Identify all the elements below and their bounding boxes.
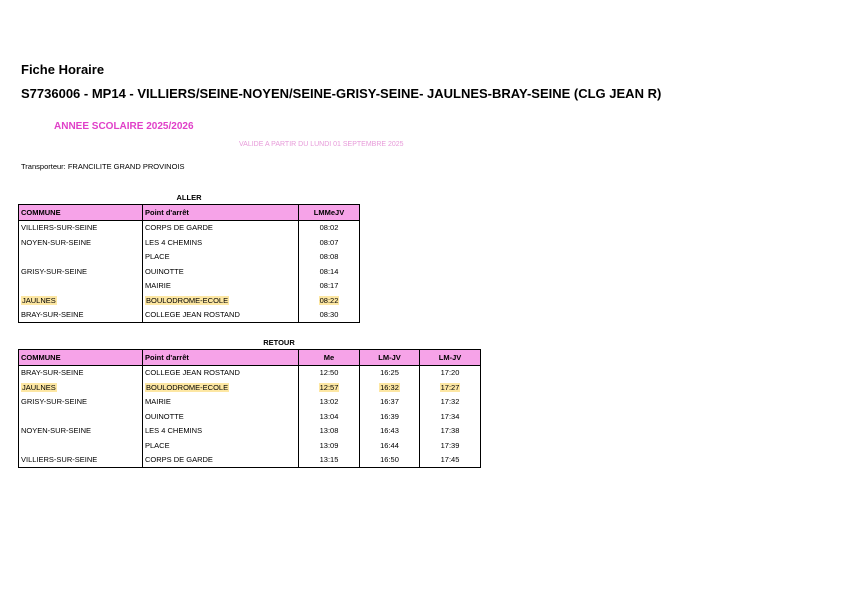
col-time-me: Me xyxy=(299,350,360,366)
table-row xyxy=(19,453,481,468)
time-cell xyxy=(360,438,420,453)
stop-cell xyxy=(143,250,299,265)
commune-cell-text: BRAY-SUR-SEINE xyxy=(21,310,84,320)
table-row xyxy=(19,279,360,294)
stop-cell xyxy=(143,365,299,380)
time-cell xyxy=(299,235,360,250)
commune-cell-text: VILLIERS-SUR-SEINE xyxy=(21,455,98,465)
commune-cell-text: GRISY-SUR-SEINE xyxy=(21,397,87,407)
time-cell xyxy=(360,453,420,468)
commune-cell-text: NOYEN-SUR-SEINE xyxy=(21,426,92,436)
stop-cell xyxy=(143,453,299,468)
stop-cell xyxy=(143,279,299,294)
commune-cell xyxy=(19,293,143,308)
col-time-lmjv-2: LM-JV xyxy=(420,350,481,366)
stop-cell-text: MAIRIE xyxy=(145,397,171,407)
time-cell xyxy=(360,424,420,439)
time-cell-text: 17:27 xyxy=(440,382,460,392)
time-cell xyxy=(299,250,360,265)
time-cell xyxy=(420,395,481,410)
time-cell-text: 13:04 xyxy=(319,411,339,421)
commune-cell xyxy=(19,409,143,424)
commune-cell-text: JAULNES xyxy=(22,295,56,305)
time-cell-text: 17:45 xyxy=(440,455,460,465)
retour-header-row xyxy=(19,350,481,366)
commune-cell xyxy=(19,235,143,250)
commune-cell xyxy=(19,279,143,294)
commune-cell xyxy=(19,365,143,380)
stop-cell-text: MAIRIE xyxy=(145,281,171,291)
retour-table-body xyxy=(19,350,481,468)
time-cell xyxy=(299,220,360,235)
time-cell xyxy=(360,365,420,380)
time-cell xyxy=(299,380,360,395)
time-cell xyxy=(420,438,481,453)
table-row xyxy=(19,409,481,424)
time-cell xyxy=(299,409,360,424)
time-cell xyxy=(420,453,481,468)
table-row xyxy=(19,395,481,410)
col-time-lmjv: LM-JV xyxy=(360,350,420,366)
time-cell-text: 08:07 xyxy=(319,237,339,247)
time-cell-text: 17:39 xyxy=(440,440,460,450)
time-cell-text: 08:02 xyxy=(319,223,339,233)
table-row xyxy=(19,220,360,235)
time-cell-text: 08:08 xyxy=(319,252,339,262)
stop-cell xyxy=(143,380,299,395)
time-cell xyxy=(420,380,481,395)
stop-cell-text: OUINOTTE xyxy=(145,266,184,276)
commune-cell xyxy=(19,264,143,279)
commune-cell-text: VILLIERS-SUR-SEINE xyxy=(21,223,98,233)
stop-cell-text: PLACE xyxy=(145,252,170,262)
retour-table xyxy=(18,349,481,468)
stop-cell-text: BOULODROME-ECOLE xyxy=(146,382,229,392)
validity-date: VALIDE A PARTIR DU LUNDI 01 SEPTEMBRE 2025 xyxy=(239,141,404,148)
time-cell xyxy=(299,424,360,439)
col-commune: COMMUNE xyxy=(19,350,143,366)
table-row xyxy=(19,293,360,308)
commune-cell xyxy=(19,438,143,453)
col-stop: Point d'arrêt xyxy=(143,205,299,221)
stop-cell xyxy=(143,424,299,439)
line-title: S7736006 - MP14 - VILLIERS/SEINE-NOYEN/SEINE-GRISY-SEINE- JAULNES-BRAY-SEINE (CLG JEAN R) xyxy=(21,86,662,101)
commune-cell-text: JAULNES xyxy=(22,382,56,392)
stop-cell-text: PLACE xyxy=(145,440,170,450)
time-cell-text: 13:02 xyxy=(319,397,339,407)
stop-cell-text: OUINOTTE xyxy=(145,411,184,421)
stop-cell xyxy=(143,438,299,453)
col-commune: COMMUNE xyxy=(19,205,143,221)
time-cell xyxy=(299,308,360,323)
time-cell-text: 08:22 xyxy=(319,295,339,305)
stop-cell xyxy=(143,293,299,308)
commune-cell xyxy=(19,250,143,265)
time-cell-text: 17:32 xyxy=(440,397,460,407)
commune-cell xyxy=(19,380,143,395)
time-cell-text: 16:25 xyxy=(380,368,399,378)
table-row xyxy=(19,264,360,279)
table-row xyxy=(19,438,481,453)
col-stop: Point d'arrêt xyxy=(143,350,299,366)
time-cell xyxy=(420,424,481,439)
stop-cell xyxy=(143,395,299,410)
time-cell-text: 13:09 xyxy=(319,440,339,450)
stop-cell xyxy=(143,235,299,250)
commune-cell-text: NOYEN-SUR-SEINE xyxy=(21,237,92,247)
stop-cell xyxy=(143,308,299,323)
stop-cell-text: BOULODROME-ECOLE xyxy=(146,295,229,305)
stop-cell-text: LES 4 CHEMINS xyxy=(145,426,203,436)
table-row xyxy=(19,308,360,323)
aller-title: ALLER xyxy=(176,193,202,202)
time-cell-text: 12:57 xyxy=(319,382,339,392)
time-cell-text: 16:32 xyxy=(380,382,399,392)
time-cell-text: 16:39 xyxy=(380,411,399,421)
school-year: ANNEE SCOLAIRE 2025/2026 xyxy=(54,121,194,132)
time-cell-text: 08:30 xyxy=(319,310,339,320)
time-cell xyxy=(299,453,360,468)
time-cell xyxy=(299,365,360,380)
table-row xyxy=(19,424,481,439)
time-cell-text: 08:14 xyxy=(319,266,339,276)
table-row xyxy=(19,235,360,250)
time-cell-text: 16:44 xyxy=(380,440,399,450)
time-cell-text: 08:17 xyxy=(319,281,339,291)
table-row xyxy=(19,250,360,265)
stop-cell-text: COLLEGE JEAN ROSTAND xyxy=(145,368,240,378)
table-row xyxy=(19,380,481,395)
time-cell-text: 17:20 xyxy=(440,368,460,378)
time-cell-text: 12:50 xyxy=(319,368,339,378)
time-cell-text: 17:34 xyxy=(440,411,460,421)
time-cell-text: 16:37 xyxy=(380,397,399,407)
stop-cell xyxy=(143,264,299,279)
time-cell xyxy=(299,293,360,308)
commune-cell xyxy=(19,308,143,323)
stop-cell xyxy=(143,409,299,424)
stop-cell-text: COLLEGE JEAN ROSTAND xyxy=(145,310,240,320)
commune-cell xyxy=(19,424,143,439)
time-cell-text: 13:08 xyxy=(319,426,339,436)
commune-cell xyxy=(19,395,143,410)
carrier-label: Transporteur: FRANCILITE GRAND PROVINOIS xyxy=(21,162,185,171)
stop-cell-text: LES 4 CHEMINS xyxy=(145,237,203,247)
commune-cell xyxy=(19,220,143,235)
document-title: Fiche Horaire xyxy=(21,62,105,77)
aller-header-row xyxy=(19,205,360,221)
time-cell xyxy=(360,380,420,395)
time-cell xyxy=(360,395,420,410)
time-cell xyxy=(299,264,360,279)
time-cell-text: 16:43 xyxy=(380,426,399,436)
time-cell xyxy=(420,365,481,380)
retour-title: RETOUR xyxy=(263,338,295,347)
col-time-lmmejv: LMMeJV xyxy=(299,205,360,221)
stop-cell xyxy=(143,220,299,235)
commune-cell-text: BRAY-SUR-SEINE xyxy=(21,368,84,378)
table-row xyxy=(19,365,481,380)
time-cell xyxy=(360,409,420,424)
time-cell-text: 17:38 xyxy=(440,426,460,436)
commune-cell xyxy=(19,453,143,468)
time-cell xyxy=(420,409,481,424)
time-cell xyxy=(299,438,360,453)
time-cell xyxy=(299,279,360,294)
commune-cell-text: GRISY-SUR-SEINE xyxy=(21,266,87,276)
aller-table-body xyxy=(19,205,360,323)
time-cell xyxy=(299,395,360,410)
stop-cell-text: CORPS DE GARDE xyxy=(145,455,213,465)
time-cell-text: 13:15 xyxy=(319,455,339,465)
stop-cell-text: CORPS DE GARDE xyxy=(145,223,213,233)
aller-table xyxy=(18,204,360,323)
time-cell-text: 16:50 xyxy=(380,455,399,465)
